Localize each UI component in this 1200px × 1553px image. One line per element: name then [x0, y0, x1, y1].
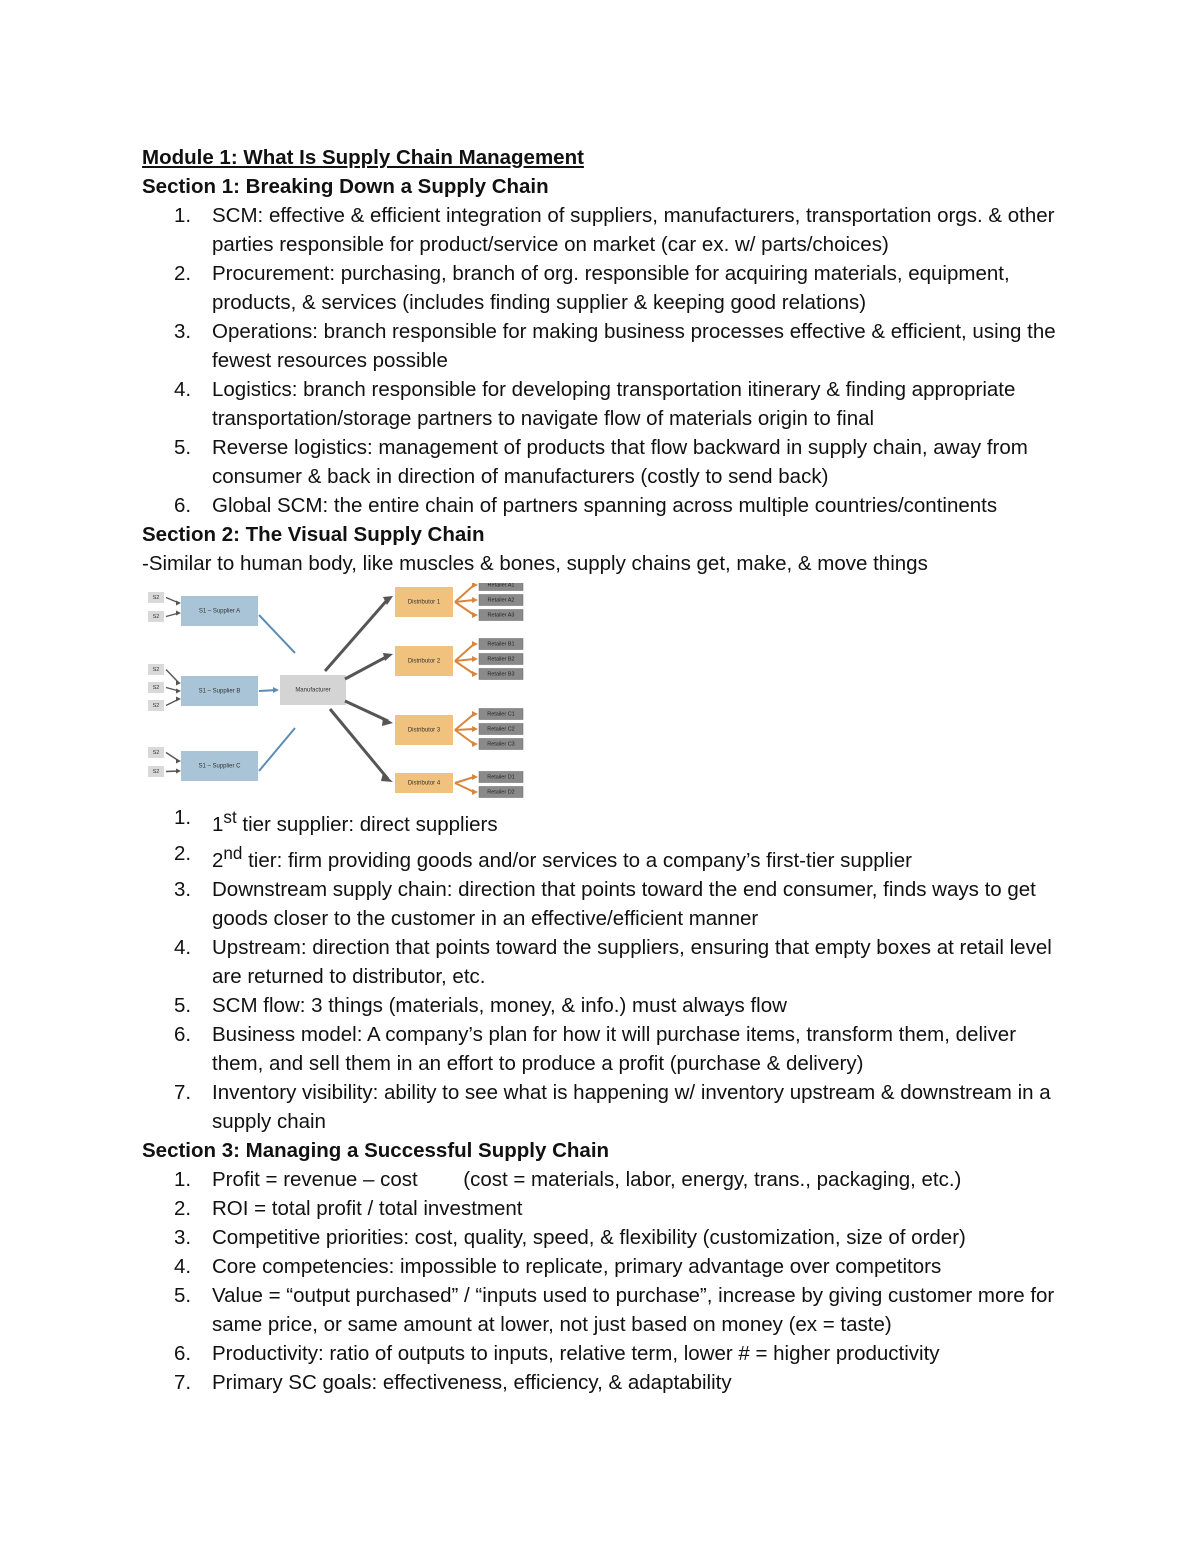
manufacturer-label: Manufacturer	[295, 687, 331, 694]
arrow-head	[176, 759, 181, 764]
section-3-heading: Section 3: Managing a Successful Supply Chain	[142, 1138, 610, 1162]
arrow-head	[472, 789, 478, 795]
retailer-label: Retailer D1	[487, 774, 515, 781]
arrow-head	[176, 681, 181, 686]
list-item: 6. Productivity: ratio of outputs to inputs, relative term, lower # = higher productivity	[174, 1341, 940, 1365]
arrow-head	[472, 726, 478, 732]
arrow-head	[472, 671, 478, 677]
retailer-label: Retailer C2	[487, 726, 515, 733]
distributor-label: Distributor 3	[407, 727, 441, 734]
distribution-link	[345, 701, 388, 721]
retailer-label: Retailer A3	[487, 612, 515, 619]
arrow-head	[176, 611, 181, 616]
arrow-head	[381, 773, 393, 782]
distribution-link	[330, 709, 388, 779]
retailer-label: Retailer C3	[487, 741, 515, 748]
retailer-label: Retailer D2	[487, 789, 515, 796]
arrow-head	[472, 583, 478, 588]
section-1-list	[142, 201, 1072, 520]
retail-link	[455, 661, 474, 674]
retail-link	[455, 777, 474, 783]
list-item: 1. SCM: effective & efficient integration of suppliers, manufacturers, transportation orgs. & other parties responsible for product/service on market (car ex. w/ parts/choices)	[174, 204, 1055, 256]
s2-label: S2	[152, 666, 160, 673]
s2-label: S2	[152, 702, 160, 709]
list-item: 7. Primary SC goals: effectiveness, efficiency, & adaptability	[174, 1370, 732, 1394]
section-2-heading: Section 2: The Visual Supply Chain	[142, 523, 485, 546]
s2-arrow	[166, 670, 179, 684]
retailer-label: Retailer A2	[487, 597, 515, 604]
distribution-link	[345, 656, 388, 679]
retail-link	[455, 729, 474, 730]
list-item: 4. Logistics: branch responsible for developing transportation itinerary & finding appropriate transportation/storage partners to navigate flow of materials origin to final	[174, 378, 1016, 430]
supplier-link	[259, 728, 295, 771]
retailer-label: Retailer B3	[487, 671, 515, 678]
list-item: 1. Profit = revenue – cost (cost = materials, labor, energy, trans., packaging, etc.)	[174, 1167, 962, 1191]
section-2-list	[142, 803, 1072, 1136]
arrow-head	[472, 774, 478, 780]
s2-label: S2	[152, 594, 160, 601]
arrow-head	[472, 641, 478, 647]
arrow-head	[176, 689, 181, 694]
list-item: 2. Procurement: purchasing, branch of org. responsible for acquiring materials, equipment, products, & services (includes finding supplier & keeping good relations)	[174, 262, 1010, 314]
list-item: 5. Value = “output purchased” / “inputs used to purchase”, increase by giving customer more for same price, or same amount at lower, not just based on money (ex = taste)	[174, 1283, 1055, 1336]
arrow-head	[472, 741, 478, 747]
s2-label: S2	[152, 768, 160, 775]
section-3-list	[142, 1165, 1072, 1397]
s2-label: S2	[152, 749, 160, 756]
supply-chain-diagram	[145, 583, 535, 798]
document-content	[142, 143, 1072, 1397]
arrow-head	[382, 717, 393, 726]
list-item: 7. Inventory visibility: ability to see what is happening w/ inventory upstream & downstream in a supply chain	[174, 1080, 1051, 1133]
distributor-label: Distributor 4	[407, 780, 441, 787]
module-title: Module 1: What Is Supply Chain Management	[142, 146, 584, 169]
distributor-label: Distributor 2	[407, 658, 441, 665]
arrow-head	[472, 656, 478, 662]
arrow-head	[472, 711, 478, 717]
list-item: 1. 1st tier supplier: direct suppliers	[174, 806, 498, 836]
retail-link	[455, 783, 474, 792]
list-item: 3. Downstream supply chain: direction that points toward the end consumer, finds ways to get goods closer to the customer in an effective/efficient manner	[174, 877, 1036, 930]
arrow-head	[176, 697, 181, 702]
retailer-label: Retailer B1	[487, 641, 515, 648]
retail-link	[455, 714, 474, 730]
list-item: 6. Global SCM: the entire chain of partners spanning across multiple countries/continents	[174, 494, 998, 517]
s2-label: S2	[152, 613, 160, 620]
supplier-label: S1 – Supplier B	[198, 688, 241, 695]
arrow-head	[176, 769, 181, 774]
supplier-label: S1 – Supplier A	[198, 608, 241, 615]
list-item: 4. Core competencies: impossible to replicate, primary advantage over competitors	[174, 1254, 942, 1278]
list-item: 5. Reverse logistics: management of products that flow backward in supply chain, away from consumer & back in direction of manufacturers (costly to send back)	[174, 436, 1028, 488]
list-item: 2. ROI = total profit / total investment	[174, 1196, 523, 1220]
supplier-link	[259, 615, 295, 653]
retail-link	[455, 730, 474, 744]
arrow-head	[176, 601, 181, 606]
section-2-intro: -Similar to human body, like muscles & bones, supply chains get, make, & move things	[142, 552, 928, 575]
retail-link	[455, 602, 474, 615]
list-item: 2. 2nd tier: firm providing goods and/or services to a company’s first-tier supplier	[174, 841, 912, 872]
list-item: 4. Upstream: direction that points toward the suppliers, ensuring that empty boxes at retail level are returned to distributor, etc.	[174, 935, 1052, 988]
retailer-label: Retailer B2	[487, 656, 515, 663]
list-item: 3. Operations: branch responsible for making business processes effective & efficient, using the fewest resources possible	[174, 320, 1056, 372]
supplier-label: S1 – Supplier C	[198, 763, 241, 770]
arrow-head	[273, 687, 279, 693]
arrow-head	[472, 597, 478, 603]
distributor-label: Distributor 1	[407, 599, 441, 606]
retailer-label: Retailer C1	[487, 711, 515, 718]
section-1-heading: Section 1: Breaking Down a Supply Chain	[142, 175, 549, 198]
list-item: 6. Business model: A company’s plan for how it will purchase items, transform them, deliver them, and sell them in an effort to produce a profit (purchase & delivery)	[174, 1022, 1017, 1075]
retailer-label: Retailer A1	[487, 583, 515, 589]
s2-label: S2	[152, 684, 160, 691]
arrow-head	[383, 653, 393, 661]
list-item: 5. SCM flow: 3 things (materials, money, & info.) must always flow	[174, 993, 787, 1017]
arrow-head	[472, 612, 478, 618]
list-item: 3. Competitive priorities: cost, quality, speed, & flexibility (customization, size of order)	[174, 1225, 966, 1249]
